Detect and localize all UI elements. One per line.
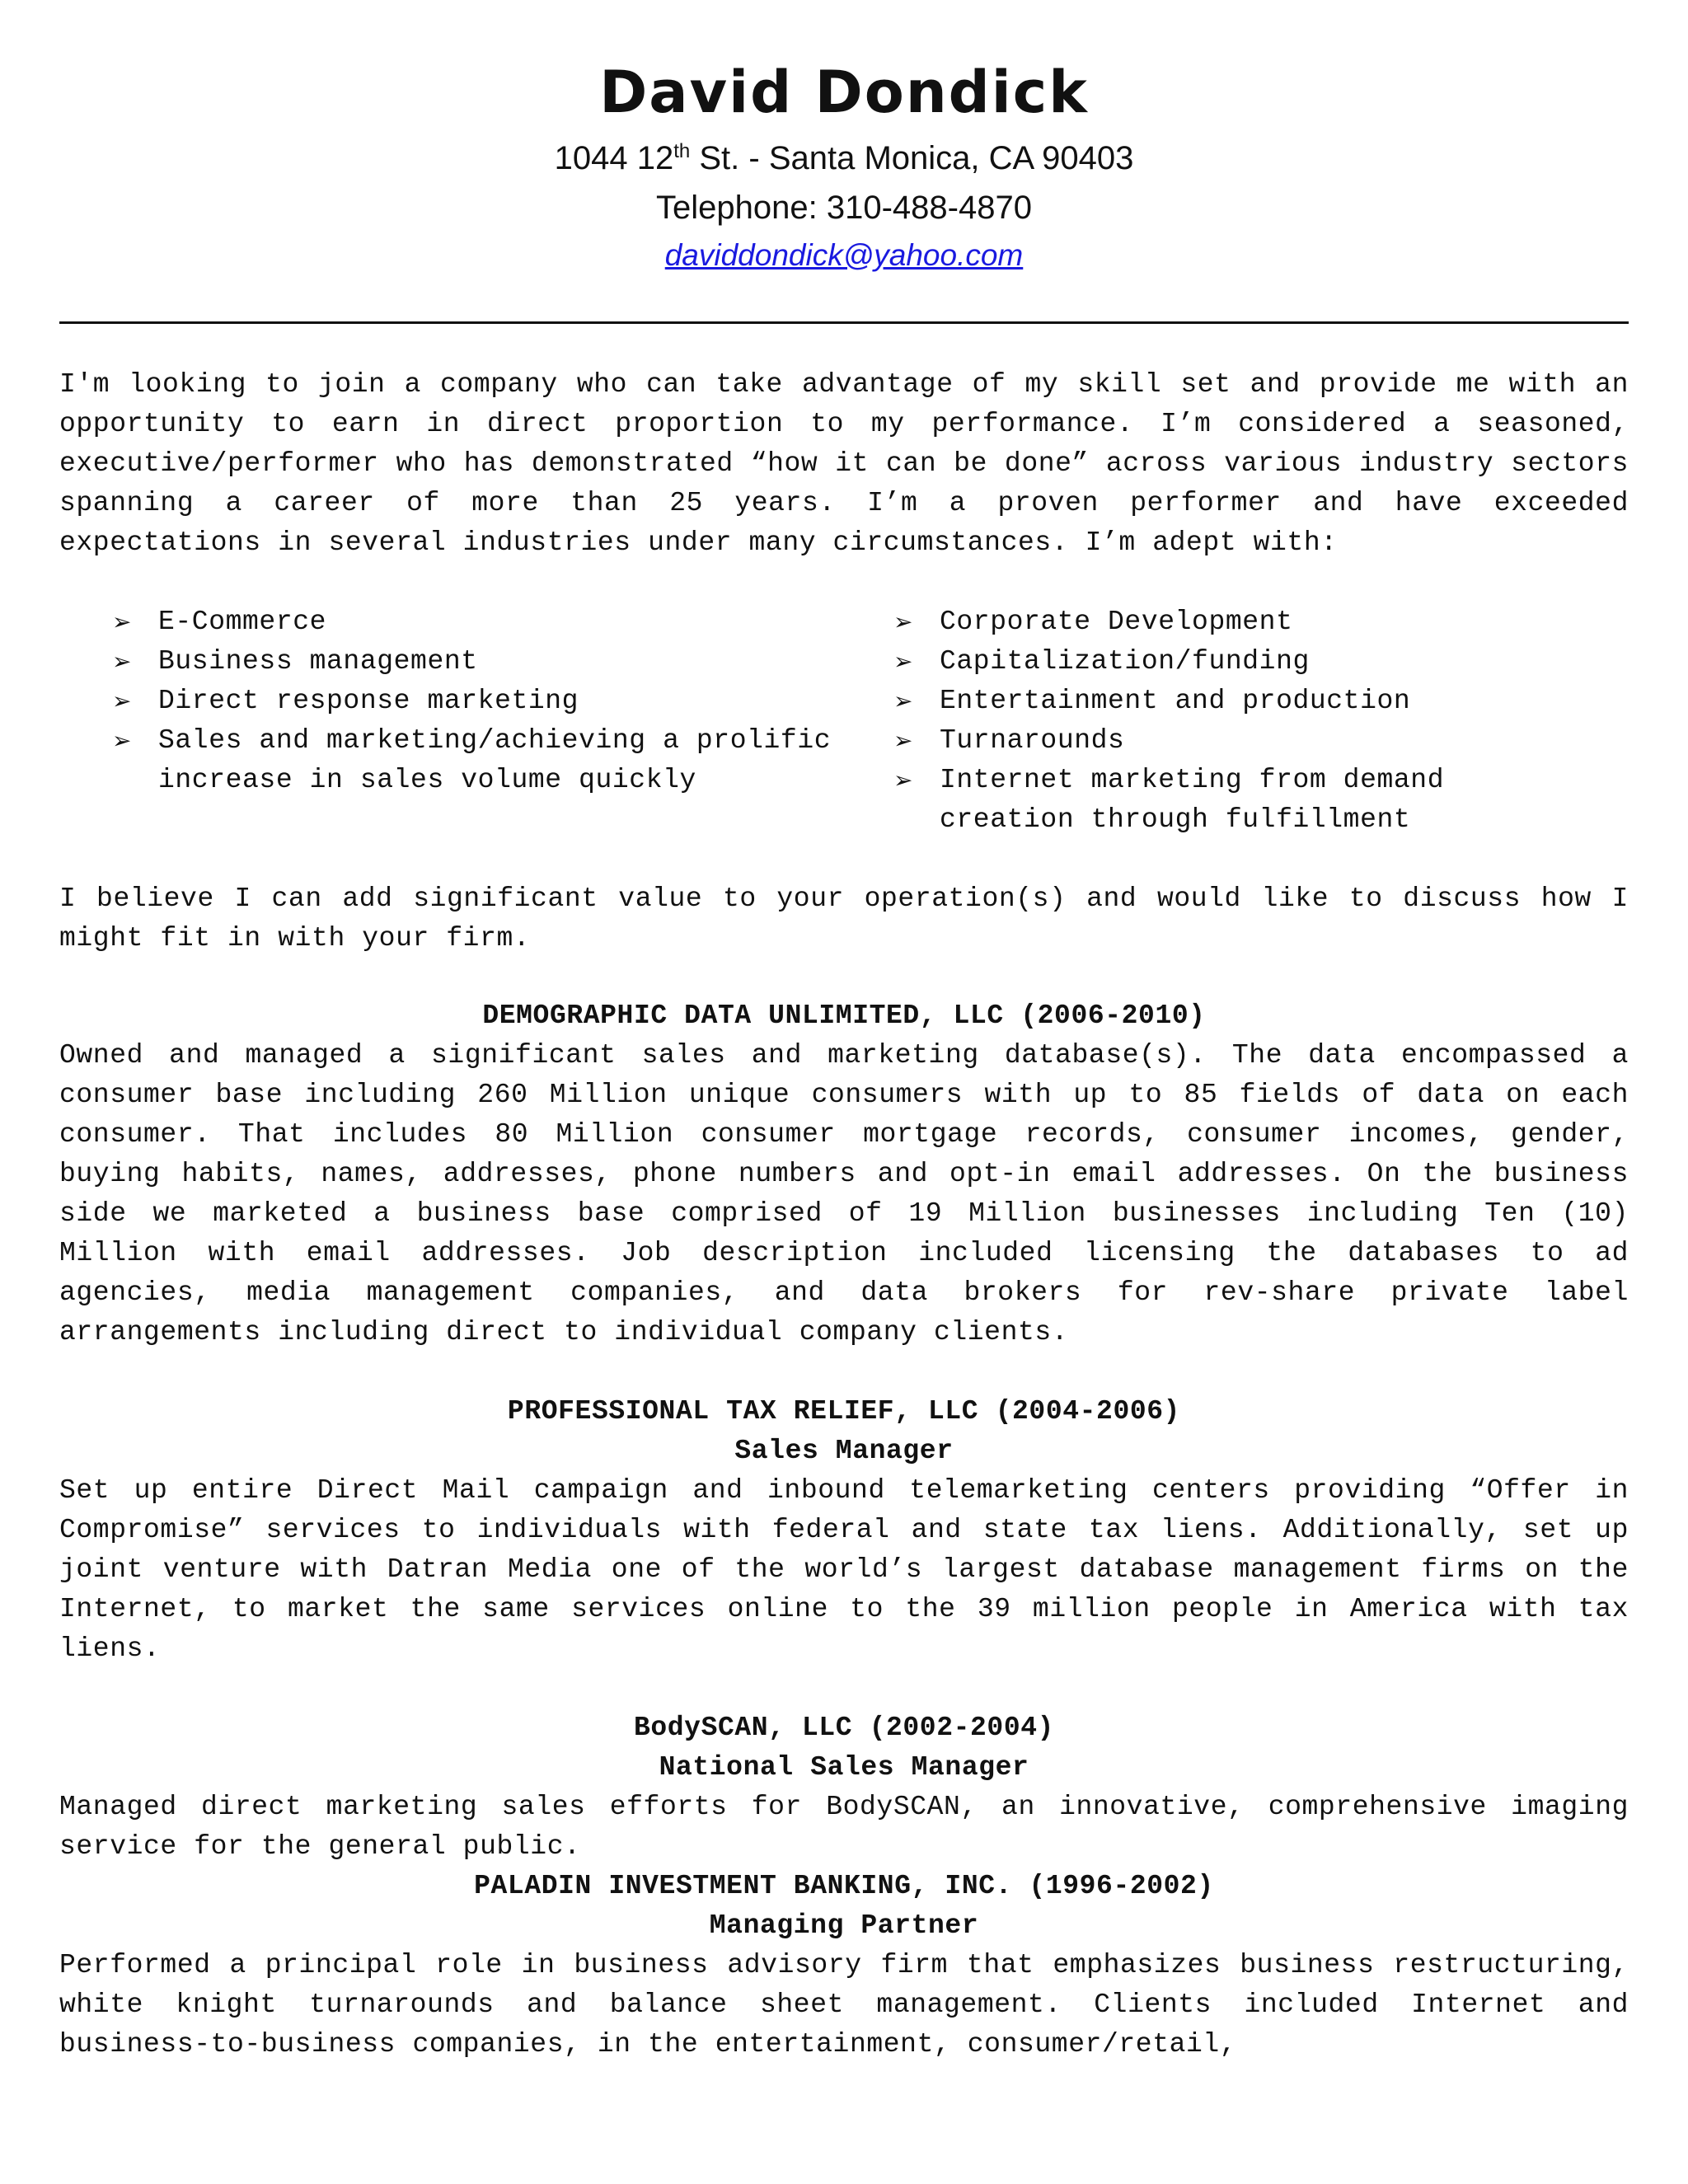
- job-entry: [59, 1392, 1629, 1669]
- resume-page: [59, 0, 1629, 2064]
- arrow-bullet-icon: ➢: [893, 766, 914, 794]
- skills-list: [59, 602, 1629, 840]
- skills-column-left: [59, 602, 893, 840]
- candidate-name: David Dondick: [599, 59, 1089, 126]
- skill-item: [893, 602, 1629, 642]
- arrow-bullet-icon: ➢: [893, 687, 914, 715]
- job-description: Owned and managed a significant sales and marketing database(s). The data encompassed a consumer base including 260 Million unique consumers with up to 85 fields of data on each consumer. That includes 80 Million consumer mortgage records, consumer incomes, gender, buying habits, names, addresses, phone numbers and opt-in email addresses. On the business side we marketed a business base comprised of 19 Million businesses including Ten (10) Million with email addresses. Job description included licensing the databases to ad agencies, media management companies, and data brokers for rev-share private label arrangements including direct to individual company clients.: [59, 1040, 1629, 1347]
- skill-label: Direct response marketing: [158, 686, 579, 716]
- address-superscript: th: [673, 140, 691, 162]
- job-description: Set up entire Direct Mail campaign and inbound telemarketing centers providing “Offer in Compromise” services to individuals with federal and state tax liens. Additionally, set up joint venture with Datran Media one of the world’s largest database management firms on the Internet, to market the same services online to the 39 million people in America with tax liens.: [59, 1475, 1629, 1664]
- telephone: Telephone: 310-488-4870: [656, 190, 1032, 226]
- job-description: Managed direct marketing sales efforts for BodySCAN, an innovative, comprehensive imaging service for the general public.: [59, 1792, 1629, 1862]
- skill-item: [112, 642, 893, 682]
- address-rest: St. - Santa Monica, CA 90403: [690, 140, 1134, 176]
- arrow-bullet-icon: ➢: [112, 687, 133, 715]
- skill-item: [112, 721, 893, 800]
- email-link[interactable]: daviddondick@yahoo.com: [664, 238, 1024, 272]
- address: [59, 134, 1629, 183]
- skill-label: E-Commerce: [158, 607, 327, 637]
- skill-label: Internet marketing from demand creation through fulfillment: [940, 765, 1445, 835]
- skill-item: [893, 761, 1629, 840]
- resume-header: [59, 0, 1629, 279]
- arrow-bullet-icon: ➢: [893, 648, 914, 675]
- arrow-bullet-icon: ➢: [893, 727, 914, 754]
- job-entry: [59, 1708, 1629, 1867]
- skill-label: Entertainment and production: [940, 686, 1411, 716]
- job-description: Performed a principal role in business advisory firm that emphasizes business restructuring, white knight turnarounds and balance sheet management. Clients included Internet and business-to-business companies, in the entertainment, consumer/retail,: [59, 1950, 1629, 2060]
- skill-label: Turnarounds: [940, 725, 1125, 756]
- skill-item: [893, 721, 1629, 761]
- skill-item: [893, 682, 1629, 721]
- arrow-bullet-icon: ➢: [112, 608, 133, 635]
- skill-label: Corporate Development: [940, 607, 1293, 637]
- header-divider: [59, 321, 1629, 324]
- intro-paragraph: I'm looking to join a company who can take advantage of my skill set and provide me with an opportunity to earn in direct proportion to my performance. I’m considered a seasoned, executive/performer who has demonstrated “how it can be done” across various industry sectors spanning a career of more than 25 years. I’m a proven performer and have exceeded expectations in several industries under many circumstances. I’m adept with:: [59, 369, 1629, 558]
- skills-column-right: [893, 602, 1629, 840]
- job-company: BodySCAN, LLC (2002-2004): [633, 1713, 1055, 1743]
- job-role: National Sales Manager: [659, 1752, 1029, 1783]
- job-role: Sales Manager: [734, 1436, 954, 1466]
- job-role: Managing Partner: [709, 1910, 979, 1941]
- arrow-bullet-icon: ➢: [112, 727, 133, 754]
- job-company: PROFESSIONAL TAX RELIEF, LLC (2004-2006): [507, 1396, 1181, 1427]
- job-entry: [59, 1867, 1629, 2064]
- arrow-bullet-icon: ➢: [112, 648, 133, 675]
- skill-item: [112, 682, 893, 721]
- skill-label: Capitalization/funding: [940, 646, 1310, 677]
- skill-label: Business management: [158, 646, 478, 677]
- job-company: DEMOGRAPHIC DATA UNLIMITED, LLC (2006-2010): [482, 1001, 1206, 1031]
- job-entry: [59, 996, 1629, 1352]
- closing-paragraph: I believe I can add significant value to your operation(s) and would like to discuss how I might fit in with your firm.: [59, 883, 1629, 954]
- address-number: 1044 12: [554, 140, 674, 176]
- skill-item: [112, 602, 893, 642]
- job-company: PALADIN INVESTMENT BANKING, INC. (1996-2002): [474, 1871, 1214, 1901]
- arrow-bullet-icon: ➢: [893, 608, 914, 635]
- skill-item: [893, 642, 1629, 682]
- skill-label: Sales and marketing/achieving a prolific increase in sales volume quickly: [158, 725, 832, 795]
